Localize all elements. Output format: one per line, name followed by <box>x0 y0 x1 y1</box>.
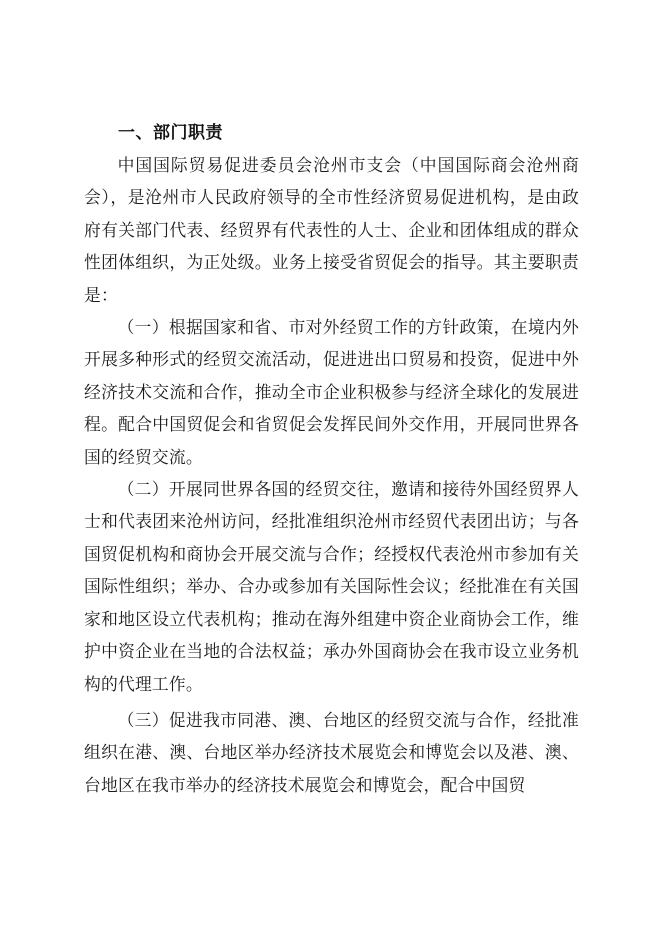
duty-paragraph-2: （二）开展同世界各国的经贸交往，邀请和接待外国经贸界人士和代表团来沧州访问，经批准组织沧州市经贸代表团出访；与各国贸促机构和商协会开展交流与合作；经授权代表沧州市参加有关国际性组织；举办、合办或参加有关国际性会议；经批准在有关国家和地区设立代表机构；推动在海外组建中资企业商协会工作，维护中资企业在当地的合法权益；承办外国商协会在我市设立业务机构的代理工作。 <box>84 479 579 694</box>
document-body <box>84 117 579 801</box>
section-heading: 一、部门职责 <box>118 123 223 143</box>
duty-paragraph-1: （一）根据国家和省、市对外经贸工作的方针政策，在境内外开展多种形式的经贸交流活动，促进进出口贸易和投资，促进中外经济技术交流和合作，推动全市企业积极参与经济全球化的发展进程。配合中国贸促会和省贸促会发挥民间外交作用，开展同世界各国的经贸交流。 <box>84 317 579 467</box>
intro-paragraph: 中国国际贸易促进委员会沧州市支会（中国国际商会沧州商会），是沧州市人民政府领导的全市性经济贸易促进机构，是由政府有关部门代表、经贸界有代表性的人士、企业和团体组成的群众性团体组织，为正处级。业务上接受省贸促会的指导。其主要职责是： <box>84 155 579 305</box>
duty-paragraph-3: （三）促进我市同港、澳、台地区的经贸交流与合作，经批准组织在港、澳、台地区举办经济技术展览会和博览会以及港、澳、台地区在我市举办的经济技术展览会和博览会，配合中国贸 <box>84 709 579 795</box>
